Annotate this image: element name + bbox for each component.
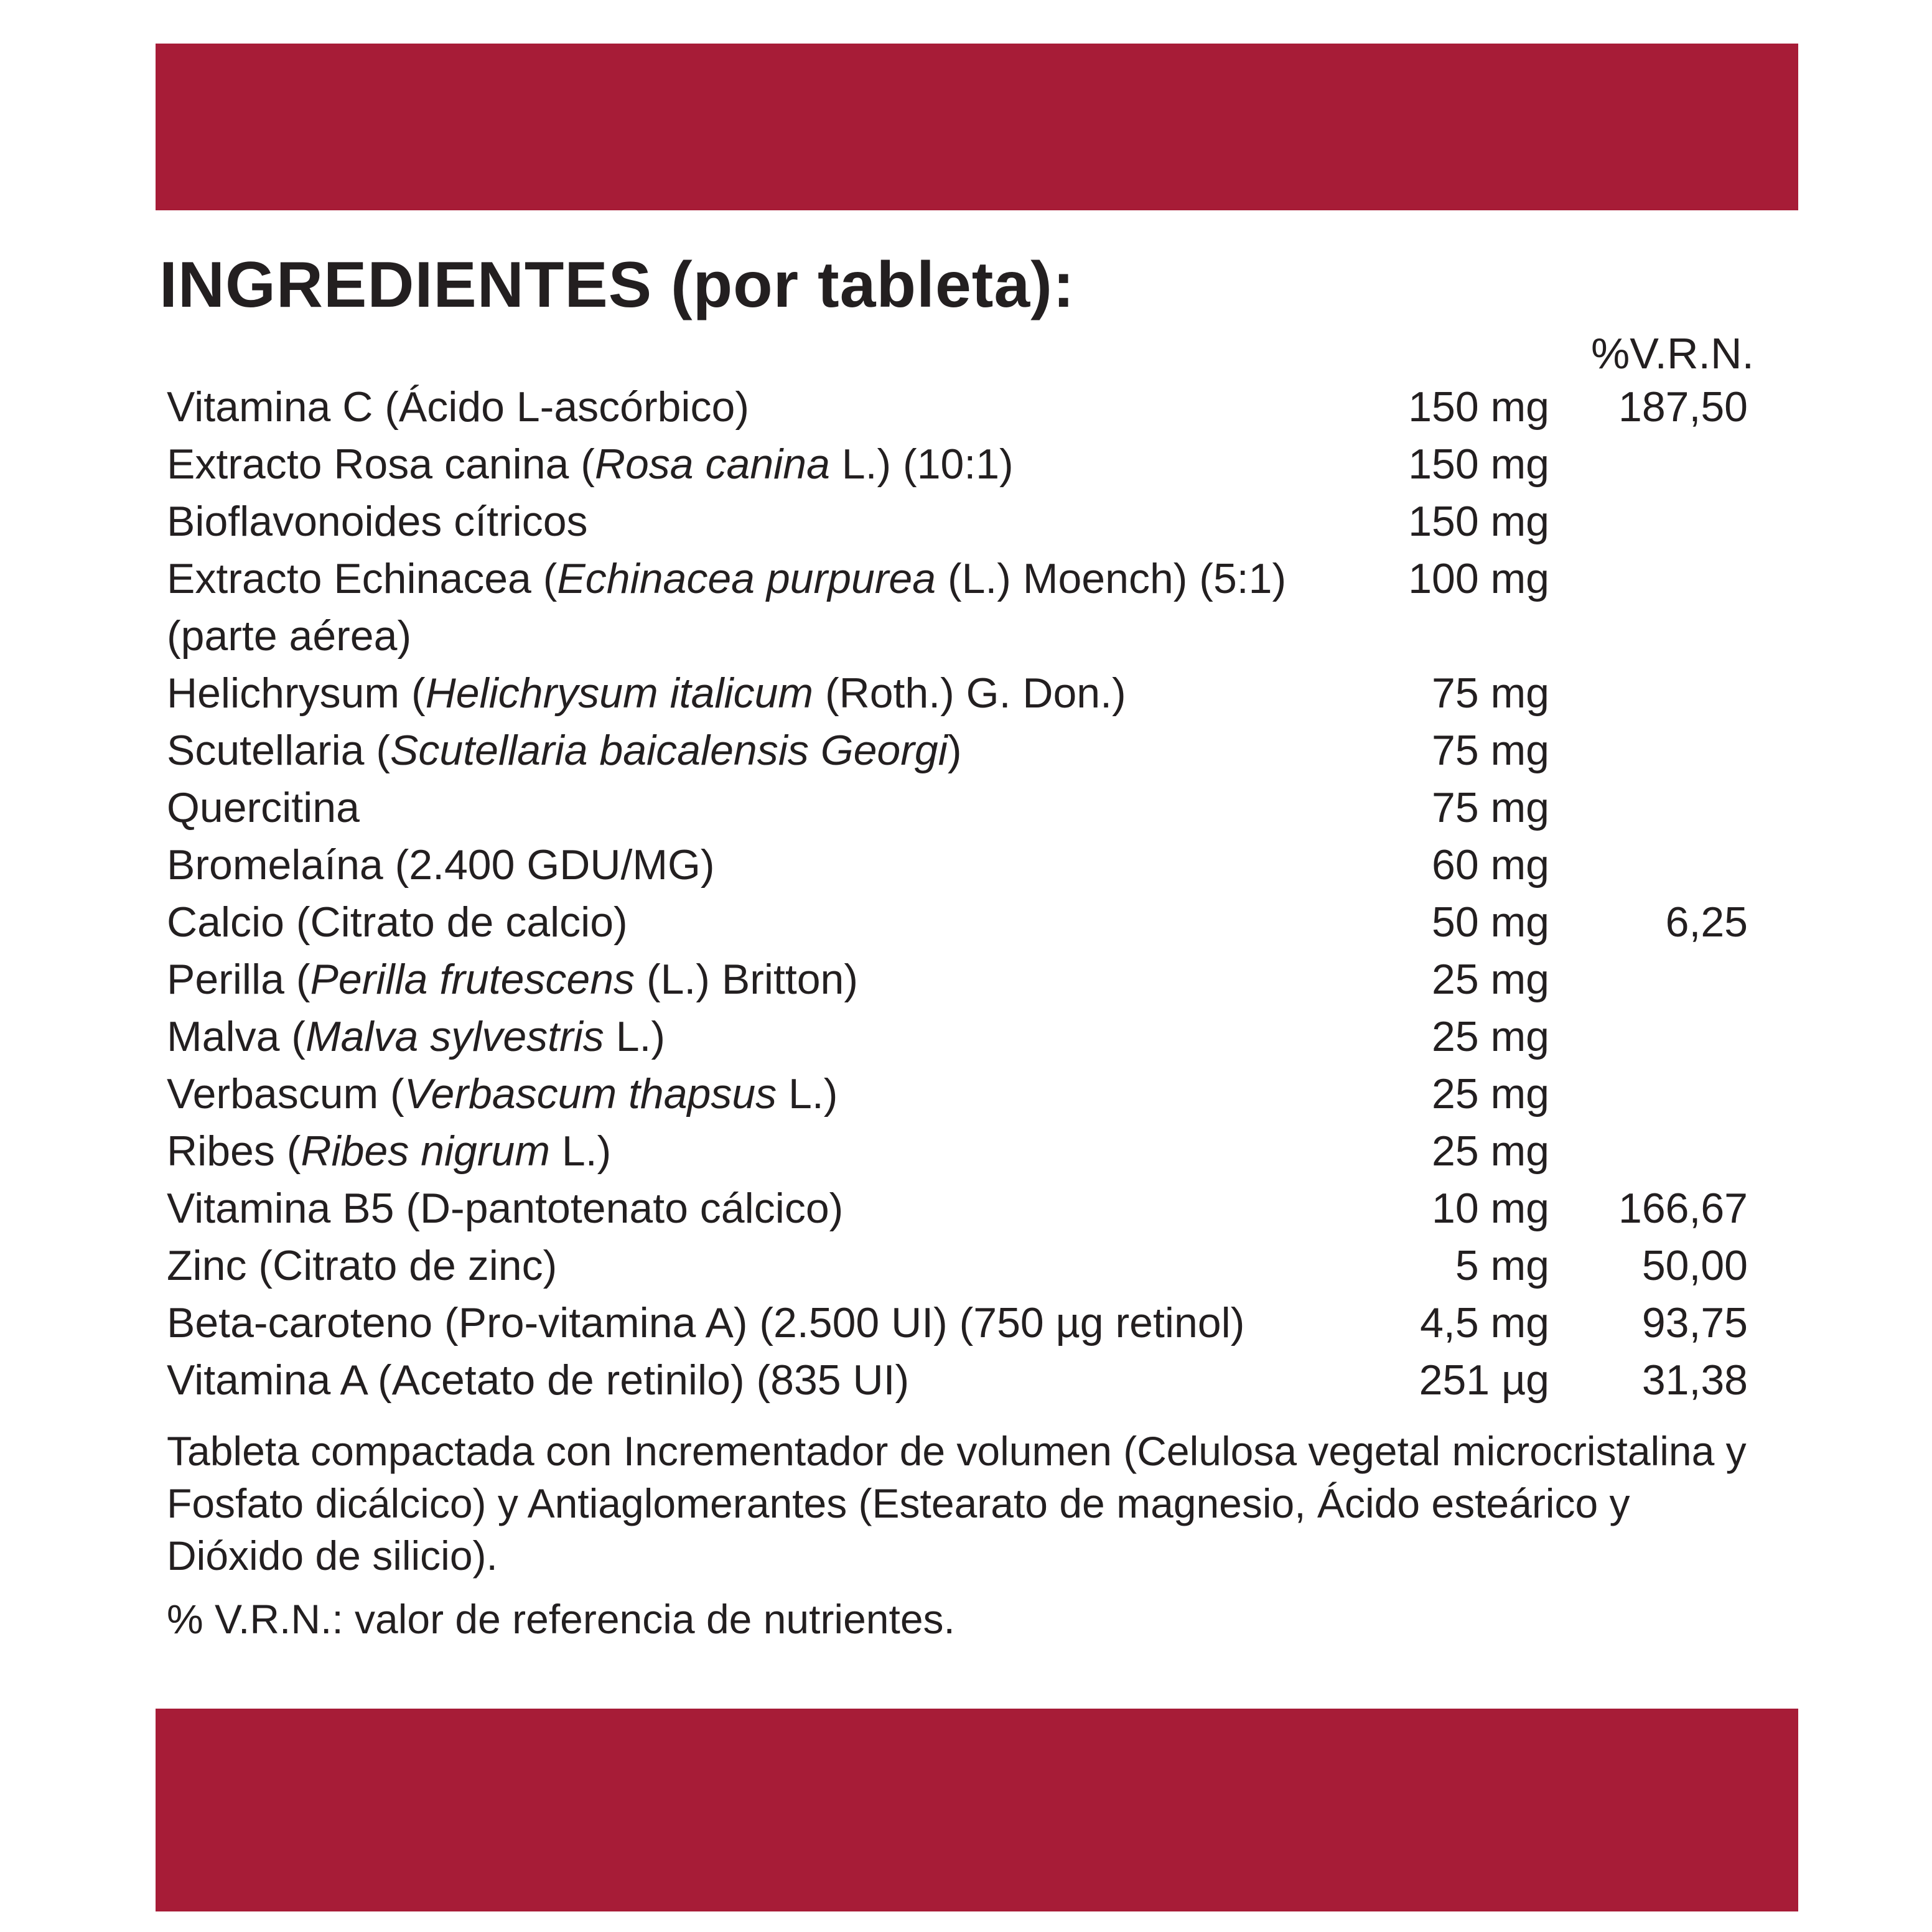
scientific-name: Malva sylvestris (305, 1013, 604, 1060)
ingredient-name-part: L.) (604, 1013, 666, 1060)
ingredient-name-part: Quercitina (167, 784, 360, 831)
ingredient-name-part: Vitamina C (Ácido L-ascórbico) (167, 383, 749, 431)
ingredient-row (167, 779, 1760, 836)
scientific-name: Helichrysum italicum (425, 670, 814, 717)
ingredient-vrn: 50,00 (1641, 1242, 1748, 1289)
ingredient-quantity: 150 mg (1408, 498, 1549, 545)
ingredient-name (167, 836, 1349, 894)
ingredient-name-part: Beta-caroteno (Pro-vitamina A) (2.500 UI) (750 µg retinol) (167, 1299, 1245, 1346)
ingredient-name-part: ) (947, 727, 962, 774)
ingredient-quantity: 60 mg (1432, 841, 1549, 889)
ingredient-name (167, 378, 1349, 436)
ingredient-row (167, 1065, 1760, 1122)
ingredient-name (167, 493, 1349, 550)
vrn-column-header: %V.R.N. (1591, 329, 1754, 378)
ingredient-vrn: 6,25 (1665, 898, 1748, 946)
ingredient-row (167, 493, 1760, 550)
ingredient-quantity: 75 mg (1432, 727, 1549, 774)
ingredient-row (167, 1237, 1760, 1294)
ingredient-quantity: 25 mg (1432, 956, 1549, 1003)
ingredient-row (167, 1180, 1760, 1237)
ingredient-name-part: Ribes ( (167, 1127, 301, 1175)
ingredient-row (167, 1294, 1760, 1351)
ingredient-name (167, 1237, 1349, 1294)
ingredient-quantity: 5 mg (1455, 1242, 1549, 1289)
scientific-name: Verbascum thapsus (404, 1070, 777, 1118)
ingredient-name (167, 894, 1349, 951)
ingredient-quantity: 50 mg (1432, 898, 1549, 946)
ingredient-name-part: (Roth.) G. Don.) (813, 670, 1126, 717)
ingredient-name (167, 779, 1349, 836)
ingredient-quantity: 150 mg (1408, 383, 1549, 431)
ingredients-title: INGREDIENTES (por tableta): (159, 249, 1075, 321)
ingredient-name-part: Vitamina B5 (D-pantotenato cálcico) (167, 1185, 844, 1232)
ingredient-name-part: Bromelaína (2.400 GDU/MG) (167, 841, 715, 889)
scientific-name: Perilla frutescens (310, 956, 635, 1003)
ingredient-quantity: 75 mg (1432, 670, 1549, 717)
ingredient-name-part: L.) (550, 1127, 612, 1175)
ingredient-quantity: 4,5 mg (1420, 1299, 1549, 1346)
ingredient-row (167, 1008, 1760, 1065)
ingredient-name-part: (L.) Britton) (635, 956, 859, 1003)
ingredient-name-part: Verbascum ( (167, 1070, 404, 1118)
ingredient-name (167, 1294, 1349, 1351)
bottom-color-band (156, 1709, 1798, 1911)
ingredient-name (167, 1122, 1349, 1180)
ingredients-table (167, 378, 1760, 1409)
ingredient-quantity: 150 mg (1408, 441, 1549, 488)
ingredient-name-part: Vitamina A (Acetato de retinilo) (835 UI) (167, 1356, 910, 1404)
ingredient-name (167, 951, 1349, 1008)
ingredient-quantity: 25 mg (1432, 1013, 1549, 1060)
scientific-name: Rosa canina (594, 441, 830, 488)
ingredient-row (167, 722, 1760, 779)
ingredient-row (167, 550, 1760, 665)
ingredient-vrn: 166,67 (1618, 1185, 1748, 1232)
ingredient-name-part: L.) (10:1) (829, 441, 1014, 488)
ingredient-name (167, 1351, 1349, 1409)
ingredient-row (167, 836, 1760, 894)
ingredient-vrn: 187,50 (1618, 383, 1748, 431)
ingredient-row (167, 665, 1760, 722)
ingredient-name-part: Malva ( (167, 1013, 306, 1060)
ingredient-name (167, 665, 1349, 722)
ingredient-quantity: 25 mg (1432, 1070, 1549, 1118)
scientific-name: Ribes nigrum (301, 1127, 550, 1175)
ingredient-name-part: Extracto Rosa canina ( (167, 441, 595, 488)
ingredient-row (167, 1351, 1760, 1409)
ingredient-name-part: Calcio (Citrato de calcio) (167, 898, 628, 946)
ingredient-name-part: Bioflavonoides cítricos (167, 498, 588, 545)
ingredient-quantity: 251 µg (1419, 1356, 1549, 1404)
ingredient-name-part: Extracto Echinacea ( (167, 555, 558, 602)
ingredient-name (167, 436, 1349, 493)
scientific-name: Echinacea purpurea (557, 555, 936, 602)
ingredient-name-part: (L.) Moench) (5:1) (parte aérea) (167, 555, 1287, 660)
ingredient-vrn: 31,38 (1641, 1356, 1748, 1404)
vrn-legend: % V.R.N.: valor de referencia de nutrientes. (167, 1596, 955, 1642)
ingredient-row (167, 894, 1760, 951)
ingredient-name-part: Zinc (Citrato de zinc) (167, 1242, 558, 1289)
ingredient-name (167, 1065, 1349, 1122)
ingredient-name-part: Perilla ( (167, 956, 310, 1003)
ingredient-row (167, 1122, 1760, 1180)
ingredient-name (167, 1180, 1349, 1237)
ingredient-vrn: 93,75 (1641, 1299, 1748, 1346)
ingredient-name (167, 722, 1349, 779)
scientific-name: Scutellaria baicalensis Georgi (390, 727, 948, 774)
ingredient-name (167, 550, 1349, 665)
ingredient-quantity: 10 mg (1432, 1185, 1549, 1232)
ingredient-name-part: Helichrysum ( (167, 670, 426, 717)
ingredient-row (167, 951, 1760, 1008)
ingredient-quantity: 75 mg (1432, 784, 1549, 831)
ingredient-row (167, 378, 1760, 436)
ingredient-quantity: 25 mg (1432, 1127, 1549, 1175)
ingredient-quantity: 100 mg (1408, 555, 1549, 602)
ingredient-name-part: L.) (777, 1070, 838, 1118)
top-color-band (156, 44, 1798, 210)
excipients-note: Tableta compactada con Incrementador de volumen (Celulosa vegetal microcristalina y Fosfato dicálcico) y Antiaglomerantes (Estearato de magnesio, Ácido esteárico y Dióxido de silicio). (167, 1428, 1747, 1579)
ingredient-row (167, 436, 1760, 493)
ingredient-name-part: Scutellaria ( (167, 727, 391, 774)
ingredient-name (167, 1008, 1349, 1065)
